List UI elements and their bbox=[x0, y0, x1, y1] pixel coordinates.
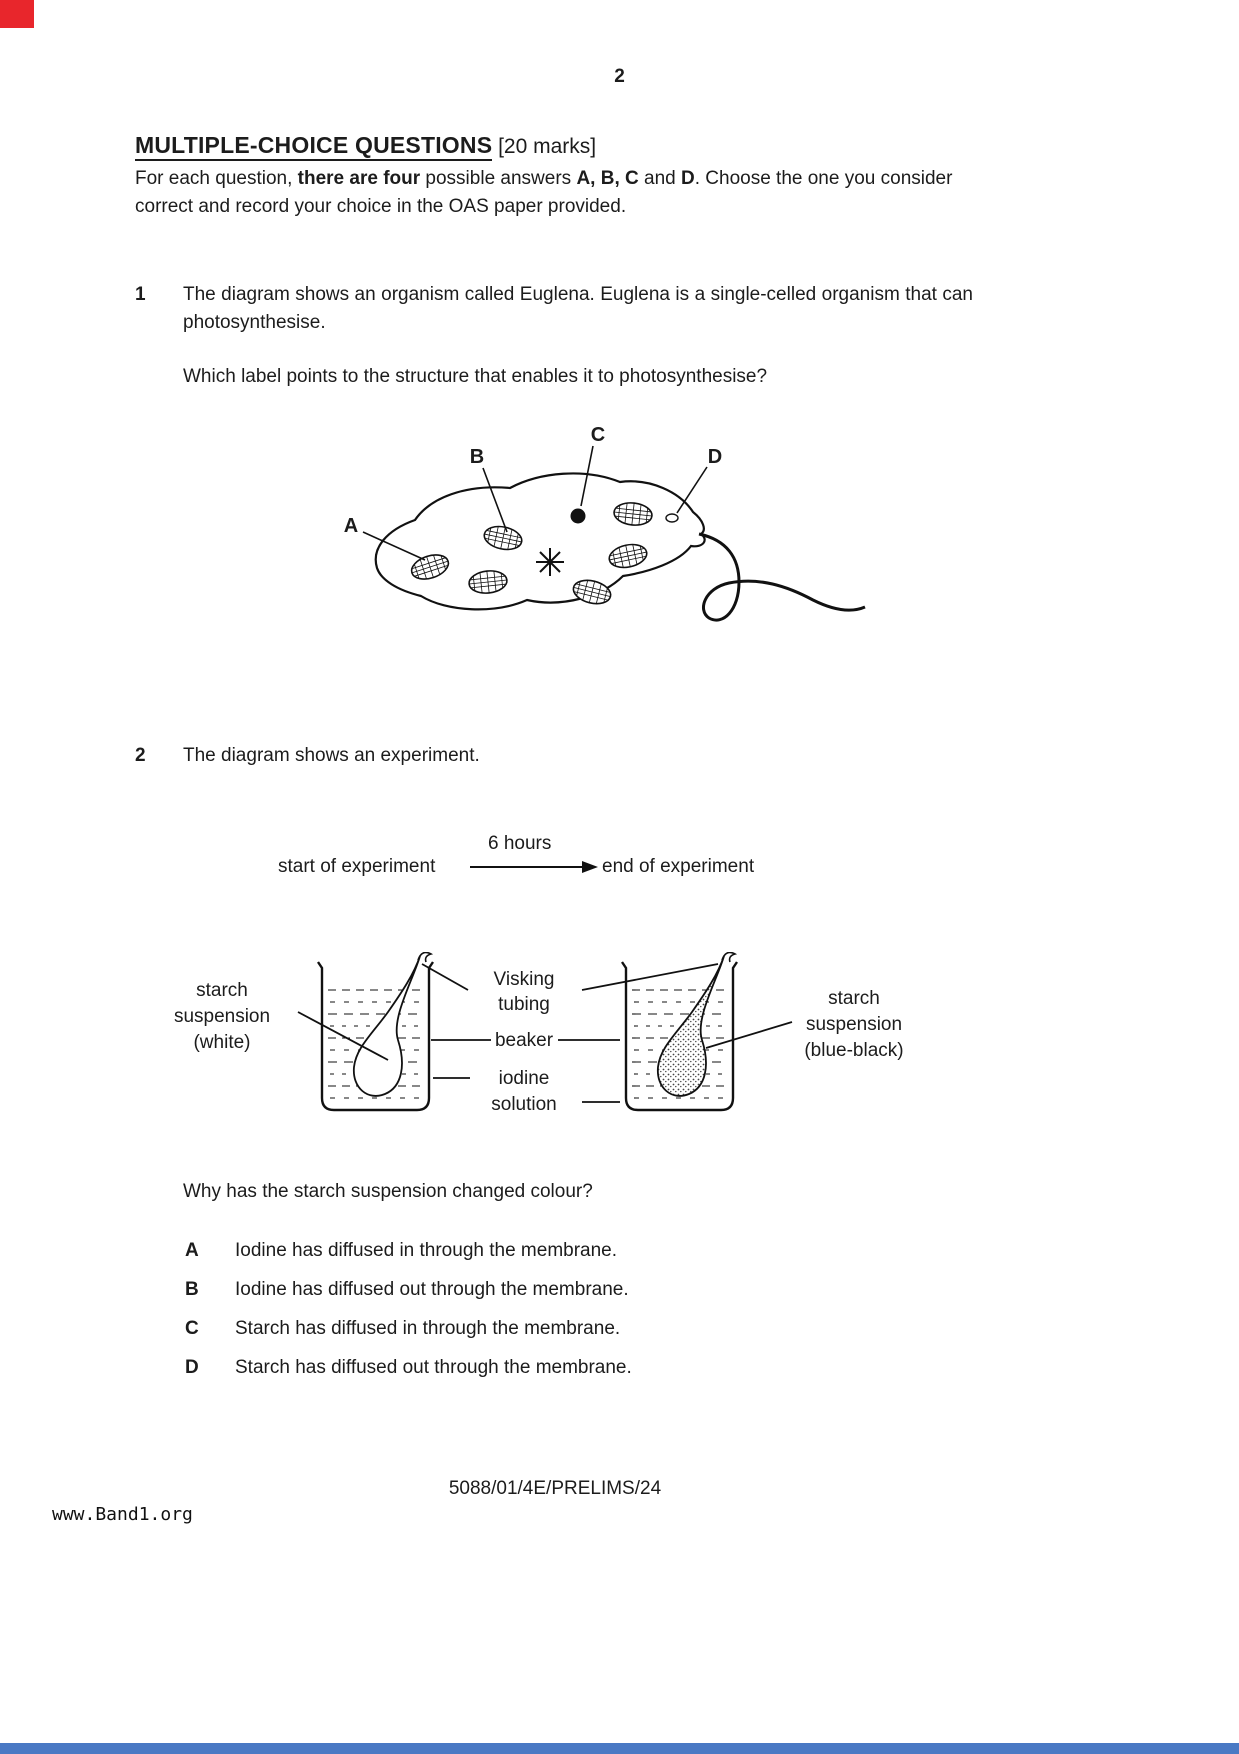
intro-part-bold: D bbox=[680, 168, 695, 189]
visking-label-line2: tubing bbox=[498, 994, 550, 1015]
section-heading bbox=[135, 132, 985, 159]
timeline-end-label: end of experiment bbox=[602, 856, 755, 877]
scan-bottom-strip bbox=[0, 1743, 1239, 1754]
iodine-label-line2: solution bbox=[491, 1094, 557, 1115]
option-d bbox=[185, 1357, 632, 1379]
page-number: 2 bbox=[614, 66, 625, 87]
intro-part: possible answers bbox=[420, 168, 577, 189]
right-beaker bbox=[622, 952, 737, 1110]
question-1-number: 1 bbox=[135, 284, 146, 305]
watermark-site: www.Band1.org bbox=[52, 1504, 193, 1525]
timeline-start-label: start of experiment bbox=[278, 856, 436, 877]
right-label-line1: starch bbox=[828, 988, 880, 1009]
timeline-arrow bbox=[470, 860, 598, 874]
question-2-text: The diagram shows an experiment. bbox=[183, 745, 480, 766]
option-d-text: Starch has diffused out through the membrane. bbox=[235, 1357, 632, 1378]
label-A: A bbox=[343, 515, 359, 537]
option-b-letter: B bbox=[185, 1279, 199, 1300]
scan-red-corner-mark bbox=[0, 0, 34, 28]
visking-tubing-blue-black bbox=[658, 956, 724, 1096]
left-label-line2: suspension bbox=[173, 1006, 271, 1027]
iodine-label-line1: iodine bbox=[498, 1068, 550, 1089]
euglena-diagram bbox=[335, 420, 890, 660]
experiment-diagram bbox=[150, 952, 950, 1137]
question-1 bbox=[135, 281, 973, 336]
left-label-line1: starch bbox=[196, 980, 248, 1001]
visking-tubing-white bbox=[354, 956, 420, 1096]
timeline-duration-label: 6 hours bbox=[488, 833, 552, 854]
answer-options bbox=[185, 1240, 632, 1396]
star-vacuole bbox=[536, 548, 564, 576]
visking-label-line1: Visking bbox=[493, 969, 555, 990]
option-a bbox=[185, 1240, 632, 1262]
option-b bbox=[185, 1279, 632, 1301]
right-label-line3: (blue-black) bbox=[804, 1040, 904, 1061]
option-b-text: Iodine has diffused out through the membrane. bbox=[235, 1279, 629, 1300]
option-a-letter: A bbox=[185, 1240, 199, 1261]
right-label-line2: suspension bbox=[805, 1014, 903, 1035]
option-a-text: Iodine has diffused in through the membrane. bbox=[235, 1240, 618, 1261]
diagram-labels bbox=[174, 969, 904, 1115]
label-D: D bbox=[707, 446, 723, 468]
euglena-body-outline bbox=[376, 473, 705, 609]
left-label-line3: (white) bbox=[193, 1032, 251, 1053]
option-c-letter: C bbox=[185, 1318, 199, 1339]
intro-part-bold: A, B, C bbox=[576, 168, 639, 189]
question-1-text: The diagram shows an organism called Euglena. Euglena is a single-celled organism that can photosynthesise. bbox=[183, 284, 973, 333]
section-marks: [20 marks] bbox=[492, 135, 597, 158]
label-B: B bbox=[469, 446, 485, 468]
label-C: C bbox=[590, 424, 606, 446]
question-1-prompt: Which label points to the structure that enables it to photosynthesise? bbox=[183, 366, 768, 387]
option-d-letter: D bbox=[185, 1357, 199, 1378]
eyespot bbox=[571, 509, 586, 524]
question-2-number: 2 bbox=[135, 745, 146, 766]
option-c bbox=[185, 1318, 632, 1340]
question-2 bbox=[135, 742, 973, 770]
option-c-text: Starch has diffused in through the membrane. bbox=[235, 1318, 621, 1339]
intro-part: and bbox=[638, 168, 681, 189]
reservoir bbox=[666, 514, 678, 522]
instructions-paragraph bbox=[135, 165, 980, 220]
beaker-label: beaker bbox=[494, 1030, 554, 1051]
intro-part: For each question, bbox=[135, 168, 298, 189]
intro-part-bold: there are four bbox=[297, 168, 421, 189]
intro-part: . Choose the one you consider correct and record your choice in the OAS paper provided. bbox=[135, 168, 953, 217]
paper-reference-code: 5088/01/4E/PRELIMS/24 bbox=[448, 1478, 662, 1499]
question-2-prompt: Why has the starch suspension changed colour? bbox=[183, 1181, 593, 1202]
flagellum bbox=[699, 534, 865, 620]
section-title: MULTIPLE-CHOICE QUESTIONS bbox=[135, 132, 492, 161]
